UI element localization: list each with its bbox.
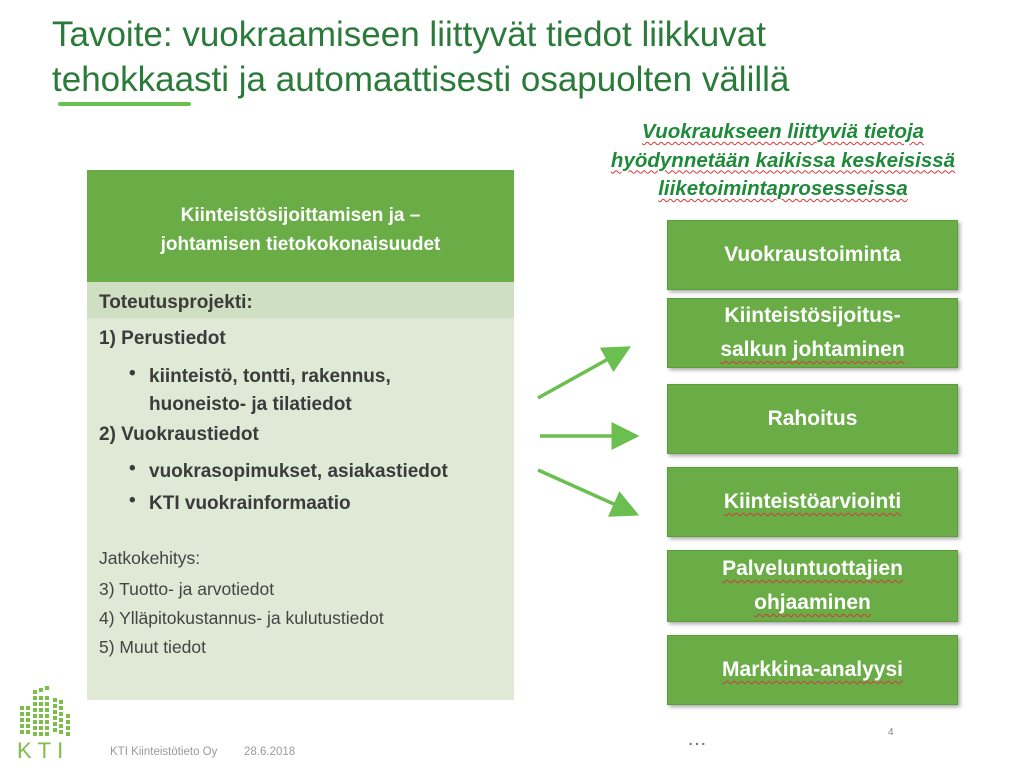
logo-text: KTI xyxy=(17,738,70,763)
bullet-icon: • xyxy=(129,458,136,479)
subtitle-line-1: Vuokraukseen liittyviä tietoja xyxy=(641,120,925,143)
process-box-market-analysis xyxy=(667,635,958,705)
process-box-label: Rahoitus xyxy=(767,407,858,430)
item-lease-data: 2) Vuokraustiedot xyxy=(99,424,259,445)
logo-building-grid-icon xyxy=(16,684,82,742)
bullet-text-line-1: kiinteistö, tontti, rakennus, xyxy=(149,366,391,387)
subtitle-line-3: liiketoimintaprosesseissa xyxy=(658,177,908,200)
process-box-financing xyxy=(667,384,958,454)
process-box-label-line-1: Kiinteistösijoitus- xyxy=(724,304,901,327)
panel-header-line-1: Kiinteistösijoittamisen ja – xyxy=(180,205,421,226)
bullet-text: KTI vuokrainformaatio xyxy=(149,493,351,514)
project-label: Toteutusprojekti: xyxy=(99,292,253,313)
item-basic-data: 1) Perustiedot xyxy=(99,328,226,349)
process-box-label-line-1: Palveluntuottajien xyxy=(722,557,903,580)
process-box-label-line-2: ohjaaminen xyxy=(754,591,871,614)
title-line-1: Tavoite: vuokraamiseen liittyvät tiedot liikkuvat xyxy=(52,15,766,54)
slide-subtitle xyxy=(548,118,1018,204)
title-line-2: tehokkaasti ja automaattisesti osapuolten välillä xyxy=(52,60,790,99)
process-box-label-line-2: salkun johtaminen xyxy=(720,338,905,361)
footer-date: 28.6.2018 xyxy=(244,746,296,758)
arrow-up-right xyxy=(538,348,628,398)
slide-title xyxy=(52,12,992,102)
footer-company: KTI Kiinteistötieto Oy xyxy=(110,746,218,758)
title-accent-line xyxy=(58,102,191,106)
arrow-down-right xyxy=(538,470,636,514)
data-entities-panel xyxy=(87,170,514,700)
further-item-yield: 3) Tuotto- ja arvotiedot xyxy=(99,579,275,599)
bullet-icon: • xyxy=(129,490,136,511)
process-box-label: Vuokraustoiminta xyxy=(724,243,901,266)
bullet-text: vuokrasopimukset, asiakastiedot xyxy=(149,461,448,482)
more-ellipsis: … xyxy=(687,728,709,750)
page-number: 4 xyxy=(888,727,894,738)
further-item-other: 5) Muut tiedot xyxy=(99,637,206,657)
bullet-text-line-2: huoneisto- ja tilatiedot xyxy=(149,394,352,415)
further-item-maintenance: 4) Ylläpitokustannus- ja kulutustiedot xyxy=(99,608,384,628)
process-box-label: Markkina-analyysi xyxy=(722,658,903,681)
further-development-label: Jatkokehitys: xyxy=(99,548,201,568)
process-box-service-providers xyxy=(667,550,958,622)
bullet-icon: • xyxy=(129,363,136,384)
process-box-label: Kiinteistöarviointi xyxy=(723,490,902,513)
panel-header-line-2: johtamisen tietokokonaisuudet xyxy=(160,234,441,255)
process-box-valuation xyxy=(667,467,958,537)
process-box-portfolio-management xyxy=(667,298,958,368)
process-box-leasing xyxy=(667,220,958,290)
panel-header xyxy=(87,170,514,282)
subtitle-line-2: hyödynnetään kaikissa keskeisissä xyxy=(610,148,956,172)
